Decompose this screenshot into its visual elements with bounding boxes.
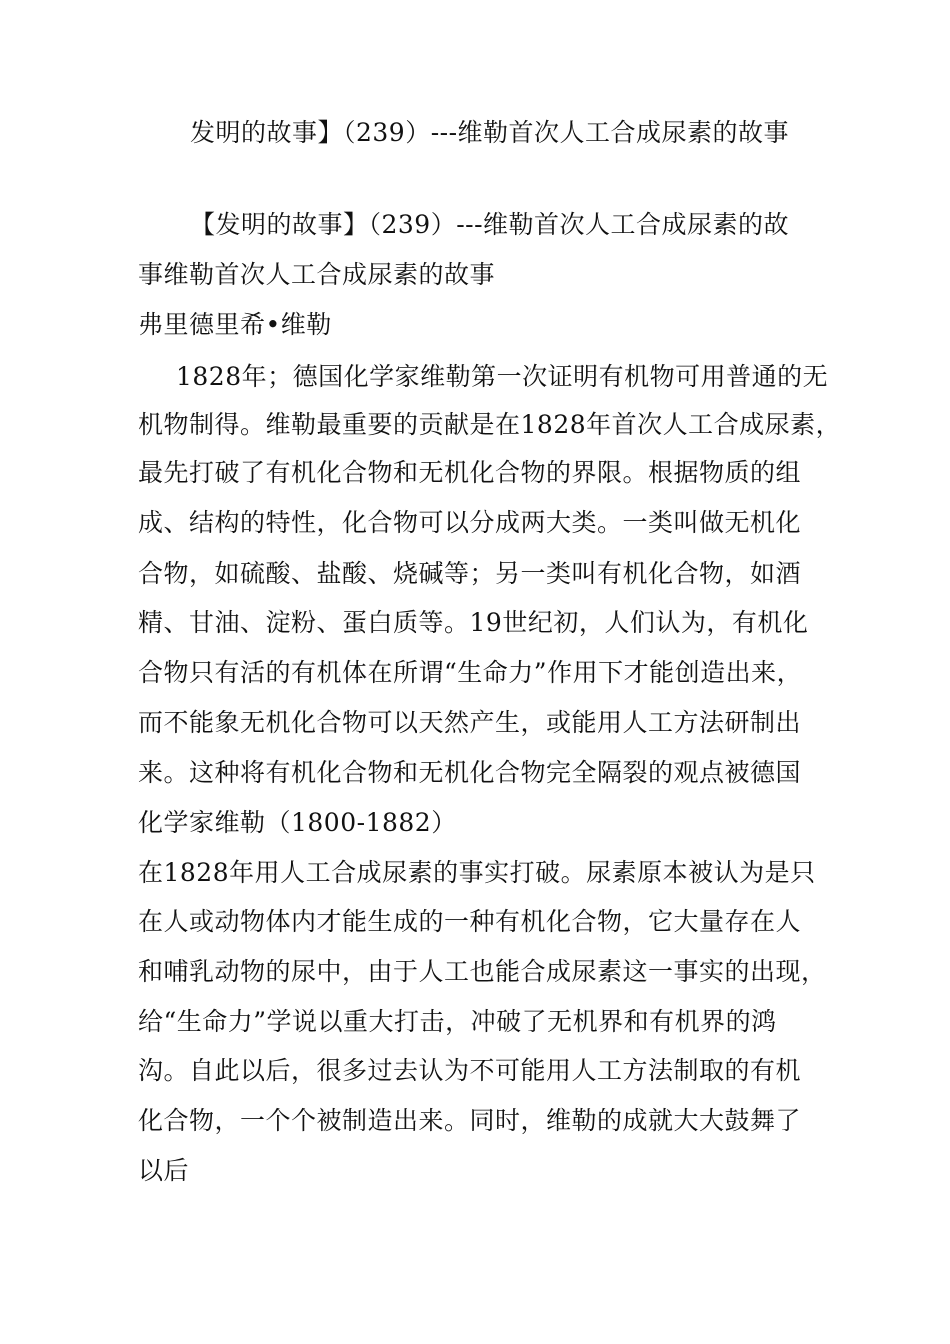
paragraph-line: 成、结构的特性，化合物可以分成两大类。一类叫做无机化 xyxy=(138,508,802,537)
paragraph-line: 1828年；德国化学家维勒第一次证明有机物可用普通的无 xyxy=(176,362,829,391)
paragraph-line: 以后 xyxy=(138,1156,190,1185)
paragraph-line: 最先打破了有机化合物和无机化合物的界限。根据物质的组 xyxy=(138,458,802,487)
paragraph-line: 合物，如硫酸、盐酸、烧碱等；另一类叫有机化合物，如酒 xyxy=(138,559,802,588)
paragraph-line: 合物只有活的有机体在所谓“生命力”作用下才能创造出来， xyxy=(138,658,803,687)
author-name: 弗里德里希•维勒 xyxy=(138,310,332,339)
page-title: 发明的故事】（239）---维勒首次人工合成尿素的故事 xyxy=(190,118,790,147)
paragraph-line: 和哺乳动物的尿中，由于人工也能合成尿素这一事实的出现， xyxy=(138,957,827,986)
paragraph-line: 化学家维勒（1800-1882） xyxy=(138,808,457,837)
heading-line: 【发明的故事】（239）---维勒首次人工合成尿素的故 xyxy=(190,210,790,239)
paragraph-line: 机物制得。维勒最重要的贡献是在1828年首次人工合成尿素， xyxy=(138,410,842,439)
paragraph-line: 在1828年用人工合成尿素的事实打破。尿素原本被认为是只 xyxy=(138,858,816,887)
paragraph-line: 给“生命力”学说以重大打击，冲破了无机界和有机界的鸿 xyxy=(138,1007,777,1036)
paragraph-line: 化合物，一个个被制造出来。同时，维勒的成就大大鼓舞了 xyxy=(138,1106,802,1135)
heading-line: 事维勒首次人工合成尿素的故事 xyxy=(138,260,496,289)
paragraph-line: 沟。自此以后，很多过去认为不可能用人工方法制取的有机 xyxy=(138,1056,802,1085)
paragraph-line: 而不能象无机化合物可以天然产生，或能用人工方法研制出 xyxy=(138,708,802,737)
paragraph-line: 在人或动物体内才能生成的一种有机化合物，它大量存在人 xyxy=(138,907,802,936)
paragraph-line: 来。这种将有机化合物和无机化合物完全隔裂的观点被德国 xyxy=(138,758,802,787)
paragraph-line: 精、甘油、淀粉、蛋白质等。19世纪初，人们认为，有机化 xyxy=(138,608,809,637)
